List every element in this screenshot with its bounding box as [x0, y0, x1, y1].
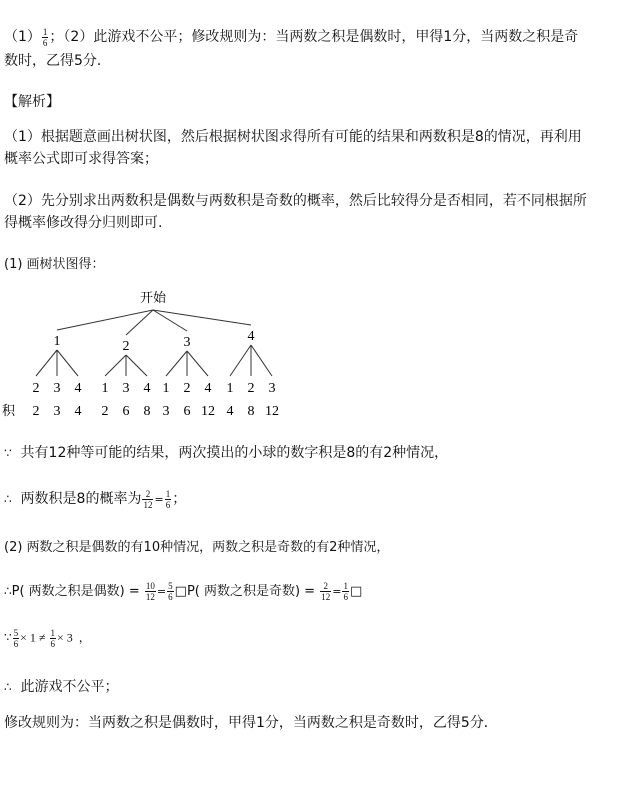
tree-product: 3 [53, 404, 61, 419]
tree-node-level2: 4 [74, 381, 82, 396]
answer-text: ；（2）此游戏不公平；修改规则为：当两数之积是偶数时，甲得1分，当两数之积是奇 [49, 29, 579, 45]
line-f: ∴ 此游戏不公平； [4, 679, 119, 695]
tree-node-level2: 3 [122, 381, 130, 396]
line-d: ∴P( 两数之积是偶数) = $\frac{10}{12}$ = $\frac{5}{6}$ □P( 两数之积是奇数) = $\frac{2}{12}$ = $\frac{1}{6}$ □ [4, 581, 363, 602]
tree-branch [126, 355, 147, 376]
therefore-symbol: ∴ [4, 492, 12, 506]
tree-node-level1: 1 [53, 334, 61, 349]
tree-branch [57, 350, 78, 376]
tree-branch [126, 310, 153, 335]
tree-root: 开始 [139, 291, 167, 306]
tree-product: 12 [201, 404, 215, 419]
tree-node-level2: 2 [183, 381, 191, 396]
tree-node-level2: 3 [268, 381, 276, 396]
tree-node-level2: 1 [162, 381, 170, 396]
tree-branch [57, 310, 153, 330]
answer-part1-label: （1） [4, 29, 41, 45]
tree-node-level2: 2 [247, 381, 255, 396]
tree-product: 8 [247, 404, 255, 419]
tree-branch [166, 351, 187, 376]
tree-node-level2: 1 [101, 381, 109, 396]
tree-product: 2 [32, 404, 40, 419]
tree-branch [187, 351, 208, 376]
because-symbol: ∵ [4, 630, 12, 645]
tree-product: 4 [74, 404, 82, 419]
analysis-step1-line1: （1）根据题意画出树状图，然后根据树状图求得所有可能的结果和两数积是8的情况，再利用 [4, 129, 582, 145]
line-b: ∴ 两数积是8的概率为 $\frac{2}{12}$ = $\frac{1}{6}$ ； [4, 488, 187, 510]
tree-intro: (1) 画树状图得： [4, 257, 105, 272]
tree-node-level1: 3 [183, 335, 191, 350]
tree-node-level2: 1 [226, 381, 234, 396]
tree-product: 6 [122, 404, 130, 419]
tree-branch [153, 310, 187, 331]
line-c: (2) 两数之积是偶数的有10种情况，两数之积是奇数的有2种情况， [4, 540, 390, 555]
analysis-step2-line2: 得概率修改得分归则即可. [4, 215, 163, 231]
tree-product: 3 [162, 404, 170, 419]
analysis-step2-line1: （2）先分别求出两数积是偶数与两数积是奇数的概率，然后比较得分是否相同，若不同根据所 [4, 193, 587, 209]
analysis-step1-line2: 概率公式即可求得答案； [4, 151, 158, 167]
line-a: ∵ 共有12种等可能的结果，两次摸出的小球的数字积是8的有2种情况， [4, 445, 449, 461]
tree-node-level2: 4 [204, 381, 212, 396]
line-e: ∵ $\frac{5}{6}$ × 1 ≠ $\frac{1}{6}$ × 3 ， [4, 628, 91, 649]
tree-branch [251, 345, 272, 376]
product-row-label: 积 [2, 404, 16, 419]
tree-node-level2: 2 [32, 381, 40, 396]
therefore-symbol: ∴ [4, 680, 12, 694]
tree-branch [230, 345, 251, 376]
therefore-symbol: ∴ [4, 584, 12, 598]
answer-fraction: $\frac{1}{6}$ [42, 26, 48, 48]
tree-branch [105, 355, 126, 376]
line-g: 修改规则为：当两数之积是偶数时，甲得1分，当两数之积是奇数时，乙得5分． [4, 715, 498, 731]
analysis-heading: 【解析】 [4, 94, 60, 110]
tree-node-level2: 4 [143, 381, 151, 396]
tree-product: 6 [183, 404, 191, 419]
tree-branch [153, 310, 251, 325]
because-symbol: ∵ [4, 446, 12, 460]
tree-product: 12 [265, 404, 279, 419]
tree-product: 4 [226, 404, 234, 419]
tree-product: 8 [143, 404, 151, 419]
tree-branch [36, 350, 57, 376]
tree-node-level1: 2 [122, 339, 130, 354]
answer-line-2: 数时，乙得5分． [4, 53, 111, 69]
tree-node-level1: 4 [247, 329, 255, 344]
tree-product: 2 [101, 404, 109, 419]
tree-node-level2: 3 [53, 381, 61, 396]
